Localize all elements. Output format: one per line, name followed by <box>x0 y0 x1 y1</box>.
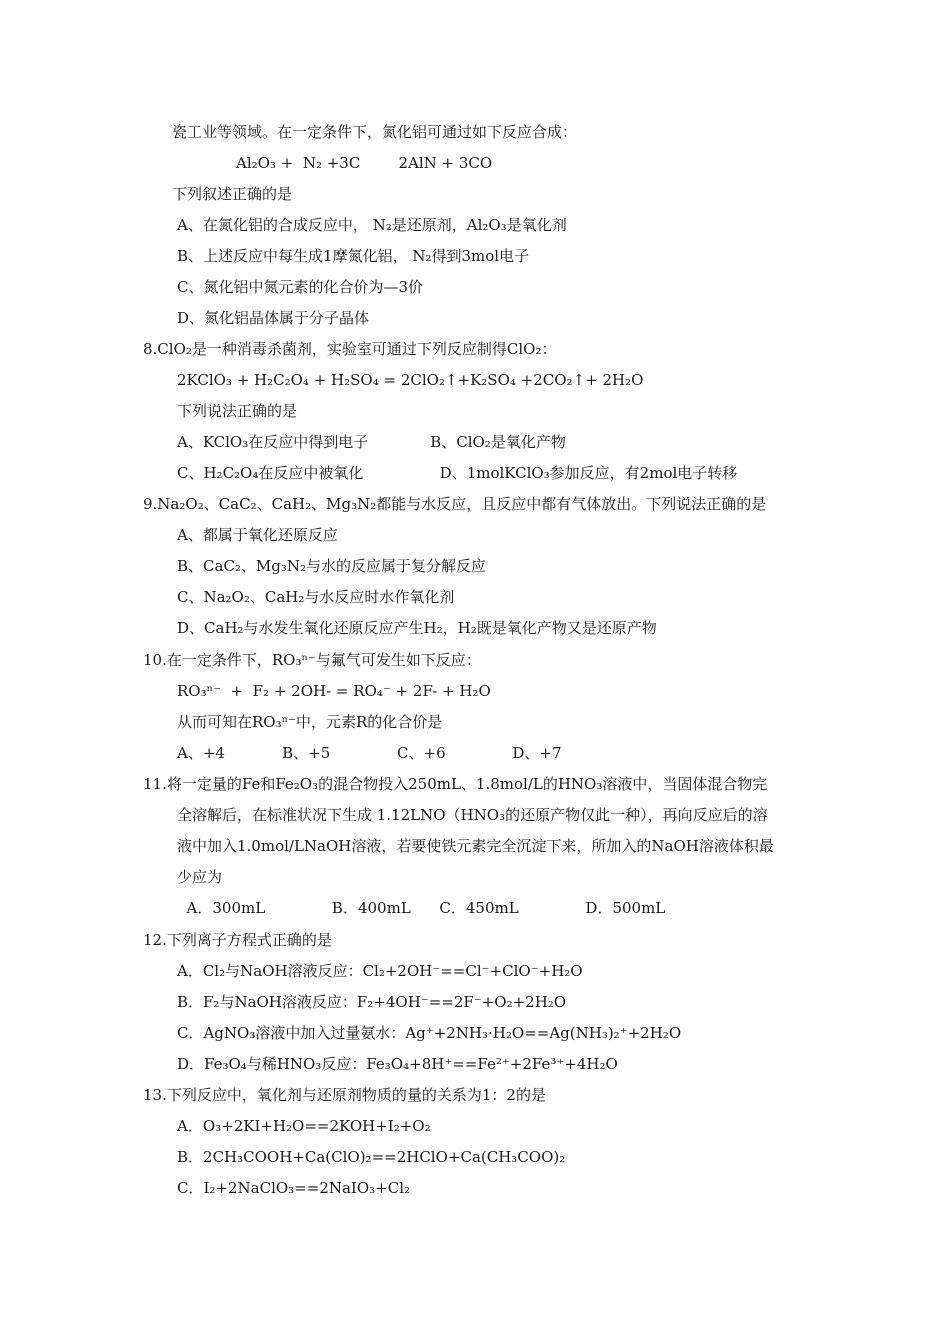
option-line: C、H₂C₂O₄在反应中被氧化 D、1molKClO₃参加反应，有2mol电子转移 <box>177 464 738 482</box>
option-line: C、Na₂O₂、CaH₂与水反应时水作氧化剂 <box>177 588 455 606</box>
option-line: A、+4 B、+5 C、+6 D、+7 <box>177 744 562 762</box>
equation-line: 2KClO₃ + H₂C₂O₄ + H₂SO₄ = 2ClO₂↑+K₂SO₄ +2CO₂↑+ 2H₂O <box>177 371 644 389</box>
option-line: A、在氮化铝的合成反应中， N₂是还原剂，Al₂O₃是氧化剂 <box>177 216 567 234</box>
question-title: 9.Na₂O₂、CaC₂、CaH₂、Mg₃N₂都能与水反应，且反应中都有气体放出。下列说法正确的是 <box>143 495 767 513</box>
option-line: B、上述反应中每生成1摩氮化铝， N₂得到3mol电子 <box>177 247 530 265</box>
equation-line: Al₂O₃ + N₂ +3C 2AlN + 3CO <box>236 154 493 172</box>
option-line: A．O₃+2KI+H₂O==2KOH+I₂+O₂ <box>177 1117 431 1135</box>
option-line: B．2CH₃COOH+Ca(ClO)₂==2HClO+Ca(CH₃COO)₂ <box>177 1148 566 1166</box>
option-line: B、CaC₂、Mg₃N₂与水的反应属于复分解反应 <box>177 557 487 575</box>
question-title: 10.在一定条件下，RO₃ⁿ⁻与氟气可发生如下反应： <box>143 651 481 669</box>
question-title: 11.将一定量的Fe和Fe₂O₃的混合物投入250mL、1.8mol/L的HNO₃溶液中，当固体混合物完 <box>143 775 768 793</box>
question-title: 12.下列离子方程式正确的是 <box>143 931 332 949</box>
question-stem: 下列说法正确的是 <box>177 402 298 420</box>
option-line: A、KClO₃在反应中得到电子 B、ClO₂是氧化产物 <box>177 433 566 451</box>
option-line: D、氮化铝晶体属于分子晶体 <box>177 309 370 327</box>
option-line: D．Fe₃O₄与稀HNO₃反应：Fe₃O₄+8H⁺==Fe²⁺+2Fe³⁺+4H₂O <box>177 1055 618 1073</box>
text-line: 少应为 <box>177 868 223 886</box>
option-line: A．300mL B．400mL C．450mL D．500mL <box>177 899 666 917</box>
option-line: C、氮化铝中氮元素的化合价为—3价 <box>177 278 424 296</box>
option-line: B．F₂与NaOH溶液反应：F₂+4OH⁻==2F⁻+O₂+2H₂O <box>177 993 567 1011</box>
option-line: C．I₂+2NaClO₃==2NaIO₃+Cl₂ <box>177 1179 411 1197</box>
option-line: D、CaH₂与水发生氧化还原反应产生H₂，H₂既是氧化产物又是还原产物 <box>177 619 657 637</box>
text-line: 瓷工业等领域。在一定条件下，氮化铝可通过如下反应合成： <box>172 123 578 141</box>
option-line: C．AgNO₃溶液中加入过量氨水：Ag⁺+2NH₃·H₂O==Ag(NH₃)₂⁺+2H₂O <box>177 1024 682 1042</box>
question-title: 13.下列反应中，氧化剂与还原剂物质的量的关系为1：2的是 <box>143 1086 546 1104</box>
question-stem: 从而可知在RO₃ⁿ⁻中，元素R的化合价是 <box>177 713 443 731</box>
option-line: A、都属于氧化还原反应 <box>177 526 338 544</box>
text-line: 全溶解后，在标准状况下生成 1.12LNO（HNO₃的还原产物仅此一种），再向反应后的溶 <box>177 806 768 824</box>
text-line: 液中加入1.0mol/LNaOH溶液，若要使铁元素完全沉淀下来，所加入的NaOH溶液体积最 <box>177 837 774 855</box>
question-title: 8.ClO₂是一种消毒杀菌剂，实验室可通过下列反应制得ClO₂： <box>143 340 557 358</box>
equation-line: RO₃ⁿ⁻ + F₂ + 2OH- = RO₄⁻ + 2F- + H₂O <box>177 682 491 700</box>
option-line: A．Cl₂与NaOH溶液反应：Cl₂+2OH⁻==Cl⁻+ClO⁻+H₂O <box>177 962 583 980</box>
question-stem: 下列叙述正确的是 <box>172 185 293 203</box>
